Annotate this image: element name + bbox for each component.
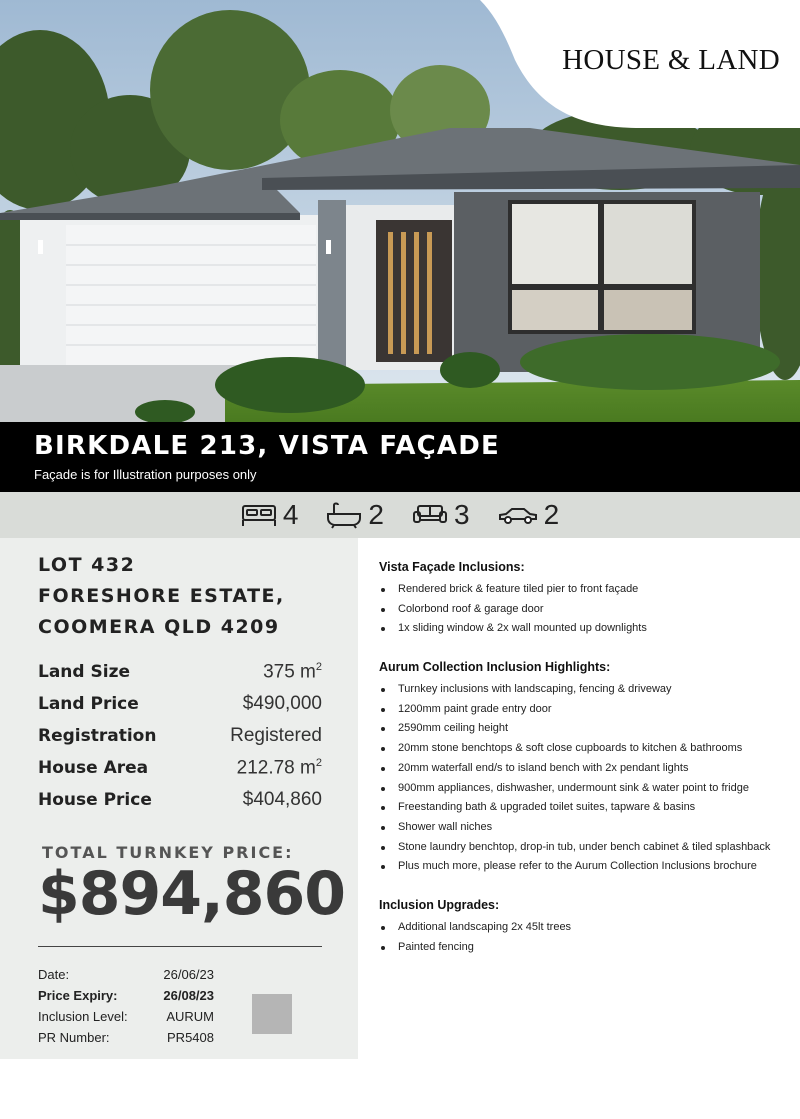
meta-list (38, 967, 214, 1051)
lot-address (38, 550, 358, 643)
inclusions-section-upgrades (379, 898, 784, 960)
spec-label: Registration (38, 726, 157, 746)
list-item: 900mm appliances, dishwasher, undermount sink & water point to fridge (379, 782, 784, 802)
list-item: 1200mm paint grade entry door (379, 703, 784, 723)
spec-land-size (38, 661, 322, 693)
inclusions-column (379, 560, 784, 978)
list-item: Rendered brick & feature tiled pier to front façade (379, 583, 784, 603)
list-item: Freestanding bath & upgraded toilet suites, tapware & basins (379, 801, 784, 821)
feature-living-value: 3 (454, 499, 470, 530)
total-price-label: TOTAL TURNKEY PRICE: (42, 843, 294, 862)
spec-label: House Price (38, 790, 152, 810)
features-bar (0, 492, 800, 538)
spec-value: $404,860 (242, 789, 322, 810)
bed-icon (241, 502, 277, 528)
meta-inclusion-level: Inclusion Level: AURUM (38, 1009, 214, 1024)
list-item: 20mm waterfall end/s to island bench with 2x pendant lights (379, 762, 784, 782)
price-panel (0, 538, 358, 1059)
lot-estate: FORESHORE ESTATE, (38, 585, 285, 607)
list-item: Stone laundry benchtop, drop-in tub, under bench cabinet & tiled splashback (379, 841, 784, 861)
title-bar (0, 422, 800, 492)
total-price-value: $894,860 (38, 859, 346, 929)
spec-house-area (38, 757, 322, 789)
list-item: 1x sliding window & 2x wall mounted up downlights (379, 622, 784, 642)
feature-bedrooms (241, 499, 299, 531)
car-icon (498, 505, 538, 525)
brand-title: HOUSE & LAND (562, 44, 780, 76)
spec-label: House Area (38, 758, 149, 779)
meta-pr-number: PR Number: PR5408 (38, 1030, 214, 1045)
page-title: BIRKDALE 213, VISTA FAÇADE (34, 431, 501, 461)
inclusions-section-aurum (379, 660, 784, 880)
feature-car-value: 2 (543, 499, 560, 530)
hero-image (0, 0, 800, 422)
page-subtitle: Façade is for Illustration purposes only (34, 467, 257, 482)
meta-price-expiry: Price Expiry: 26/08/23 (38, 988, 214, 1003)
feature-living (412, 499, 470, 531)
lot-number: LOT 432 (38, 554, 136, 576)
spec-label: Land Price (38, 694, 139, 714)
section-heading: Vista Façade Inclusions: (379, 560, 525, 574)
feature-bathrooms-value: 2 (368, 499, 384, 530)
specs-list (38, 661, 322, 821)
spec-value: $490,000 (242, 693, 322, 714)
list-item: Additional landscaping 2x 45lt trees (379, 921, 784, 941)
list-item: 2590mm ceiling height (379, 722, 784, 742)
feature-bathrooms (326, 499, 384, 531)
meta-date: Date: 26/06/23 (38, 967, 214, 982)
list-item: Colorbond roof & garage door (379, 603, 784, 623)
sofa-icon (412, 503, 448, 527)
list-item: Shower wall niches (379, 821, 784, 841)
spec-value: 375 $m^2$ (263, 661, 322, 683)
spec-house-price (38, 789, 322, 821)
spec-value: 212.78 $m^2$ (236, 757, 322, 779)
feature-car (498, 499, 560, 531)
spec-land-price (38, 693, 322, 725)
spec-registration (38, 725, 322, 757)
section-heading: Aurum Collection Inclusion Highlights: (379, 660, 611, 675)
spec-label: Land Size (38, 662, 130, 683)
list-item: 20mm stone benchtops & soft close cupboards to kitchen & bathrooms (379, 742, 784, 762)
inclusions-section-facade (379, 560, 784, 642)
list-item: Painted fencing (379, 941, 784, 961)
list-item: Plus much more, please refer to the Aurum Collection Inclusions brochure (379, 860, 784, 880)
divider (38, 946, 322, 947)
qr-code-placeholder (252, 994, 292, 1034)
feature-bedrooms-value: 4 (282, 499, 299, 530)
list-item: Turnkey inclusions with landscaping, fencing & driveway (379, 683, 784, 703)
section-heading: Inclusion Upgrades: (379, 897, 500, 912)
spec-value: Registered (230, 725, 322, 746)
lot-suburb: COOMERA QLD 4209 (38, 616, 280, 638)
bath-icon (326, 501, 362, 529)
